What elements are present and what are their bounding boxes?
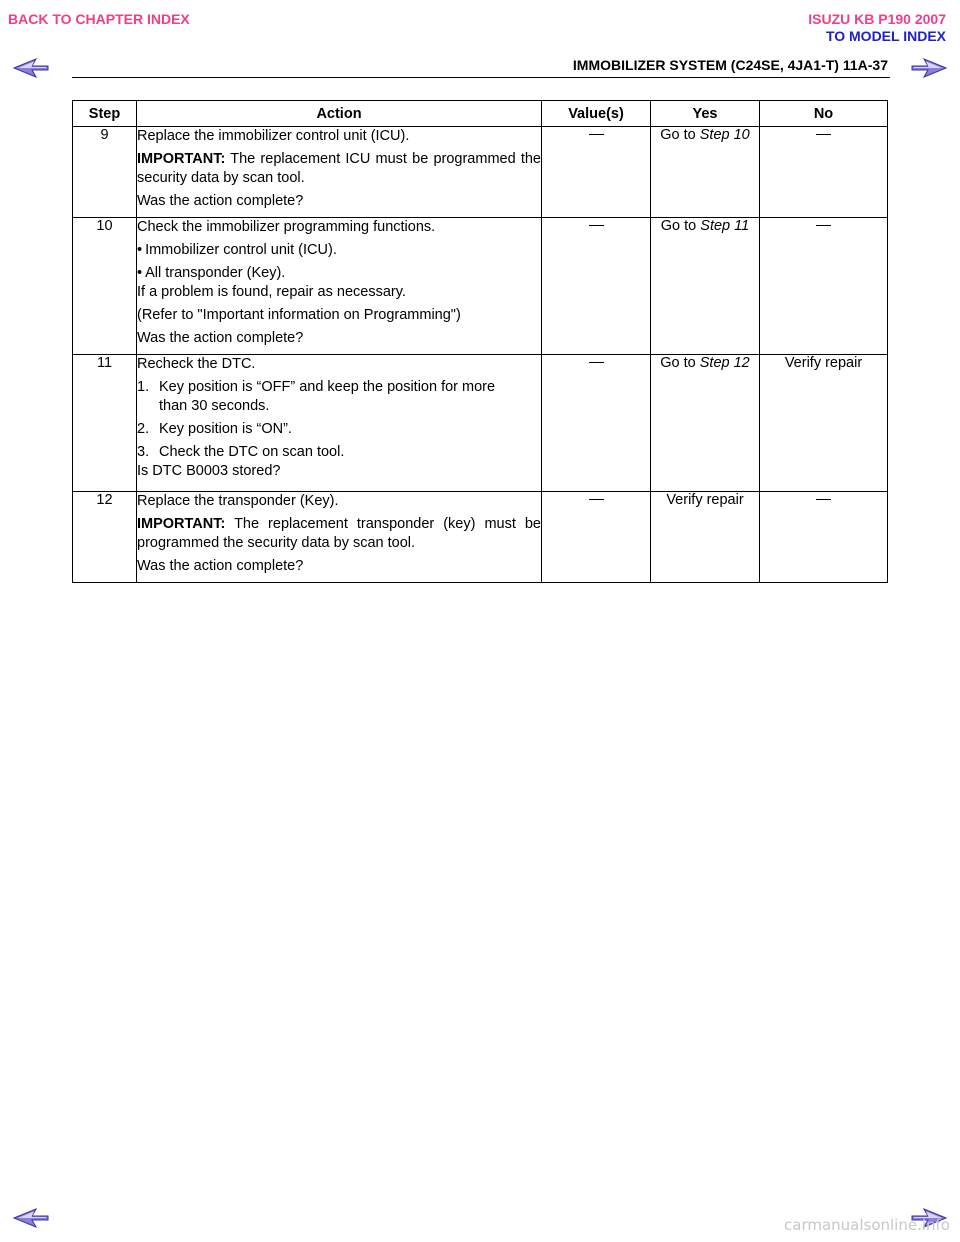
arrow-left-icon — [12, 58, 50, 78]
diagnostic-steps-table — [72, 100, 888, 583]
bullet-icon: • — [137, 242, 143, 258]
step-number: 10 — [73, 218, 137, 355]
list-number: 2. — [137, 421, 150, 437]
yes-cell: Verify repair — [651, 492, 760, 583]
empty-dash — [589, 134, 604, 135]
no-cell — [760, 218, 888, 355]
important-label: IMPORTANT: — [137, 151, 226, 167]
step-reference-link[interactable]: Step 11 — [700, 218, 750, 234]
to-model-index-label: TO MODEL INDEX — [825, 28, 946, 44]
list-text: Key position is “ON”. — [159, 421, 292, 437]
model-title: ISUZU KB P190 2007 — [808, 11, 946, 27]
arrow-right-icon — [910, 58, 948, 78]
action-text: Recheck the DTC. — [137, 356, 256, 372]
no-cell — [760, 127, 888, 218]
action-question: Was the action complete? — [137, 330, 304, 346]
yes-cell[interactable] — [651, 127, 760, 218]
empty-dash — [816, 225, 831, 226]
step-number: 11 — [73, 355, 137, 492]
action-text: Check the immobilizer programming functions. — [137, 219, 436, 235]
empty-dash — [589, 225, 604, 226]
table-row — [73, 127, 888, 218]
list-item-continued: than 30 seconds. — [159, 398, 270, 414]
yes-prefix: Go to — [660, 218, 701, 234]
action-cell — [137, 218, 542, 355]
action-text: Replace the transponder (Key). — [137, 493, 339, 509]
table-row — [73, 492, 888, 583]
action-text: Replace the immobilizer control unit (ICU). — [137, 128, 410, 144]
bullet-item — [137, 241, 541, 260]
previous-page-button[interactable] — [12, 58, 50, 78]
action-question: Is DTC B0003 stored? — [137, 463, 281, 479]
header-divider — [72, 77, 890, 78]
list-item — [137, 420, 541, 439]
important-text: The replacement transponder (key) must be programmed the security data by scan tool. — [137, 516, 541, 551]
empty-dash — [589, 362, 604, 363]
back-to-chapter-index-link[interactable]: BACK TO CHAPTER INDEX — [8, 11, 190, 27]
list-item — [137, 378, 541, 397]
yes-prefix: Go to — [660, 355, 700, 371]
no-cell — [760, 492, 888, 583]
action-cell — [137, 127, 542, 218]
list-number: 1. — [137, 379, 150, 395]
list-number: 3. — [137, 444, 150, 460]
no-cell: Verify repair — [760, 355, 888, 492]
list-item — [137, 443, 541, 462]
action-text: (Refer to "Important information on Programming") — [137, 307, 461, 323]
values-cell — [542, 355, 651, 492]
page-title: IMMOBILIZER SYSTEM (C24SE, 4JA1-T) 11A-37 — [572, 57, 888, 73]
values-cell — [542, 127, 651, 218]
yes-cell[interactable] — [651, 355, 760, 492]
previous-page-button-bottom[interactable] — [12, 1208, 50, 1228]
values-cell — [542, 218, 651, 355]
step-number: 12 — [73, 492, 137, 583]
empty-dash — [816, 499, 831, 500]
next-page-button[interactable] — [910, 58, 948, 78]
table-row — [73, 218, 888, 355]
step-reference-link[interactable]: Step 12 — [699, 355, 750, 371]
bullet-text: Immobilizer control unit (ICU). — [145, 242, 337, 258]
column-header-step: Step — [73, 101, 137, 127]
step-reference-link[interactable]: Step 10 — [699, 127, 750, 143]
important-note — [137, 515, 541, 553]
action-question: Was the action complete? — [137, 558, 304, 574]
watermark: carmanualsonline.info — [784, 1216, 950, 1234]
table-row — [73, 355, 888, 492]
column-header-values: Value(s) — [542, 101, 651, 127]
column-header-yes: Yes — [651, 101, 760, 127]
list-text: Check the DTC on scan tool. — [159, 444, 345, 460]
column-header-no: No — [760, 101, 888, 127]
yes-prefix: Go to — [660, 127, 700, 143]
action-question: Was the action complete? — [137, 193, 304, 209]
empty-dash — [816, 134, 831, 135]
values-cell — [542, 492, 651, 583]
list-text: Key position is “OFF” and keep the position for more — [159, 379, 496, 395]
table-header-row — [73, 101, 888, 127]
action-cell — [137, 355, 542, 492]
bullet-text: All transponder (Key). — [145, 265, 286, 281]
bullet-item — [137, 264, 541, 283]
action-cell — [137, 492, 542, 583]
step-number: 9 — [73, 127, 137, 218]
yes-cell[interactable] — [651, 218, 760, 355]
important-text: The replacement ICU must be programmed the security data by scan tool. — [137, 151, 541, 186]
important-note — [137, 150, 541, 188]
important-label: IMPORTANT: — [137, 516, 226, 532]
column-header-action: Action — [137, 101, 542, 127]
empty-dash — [589, 499, 604, 500]
arrow-left-icon — [12, 1208, 50, 1228]
bullet-icon: • — [137, 265, 143, 281]
action-text: If a problem is found, repair as necessary. — [137, 284, 406, 300]
model-index-link[interactable] — [808, 11, 946, 45]
